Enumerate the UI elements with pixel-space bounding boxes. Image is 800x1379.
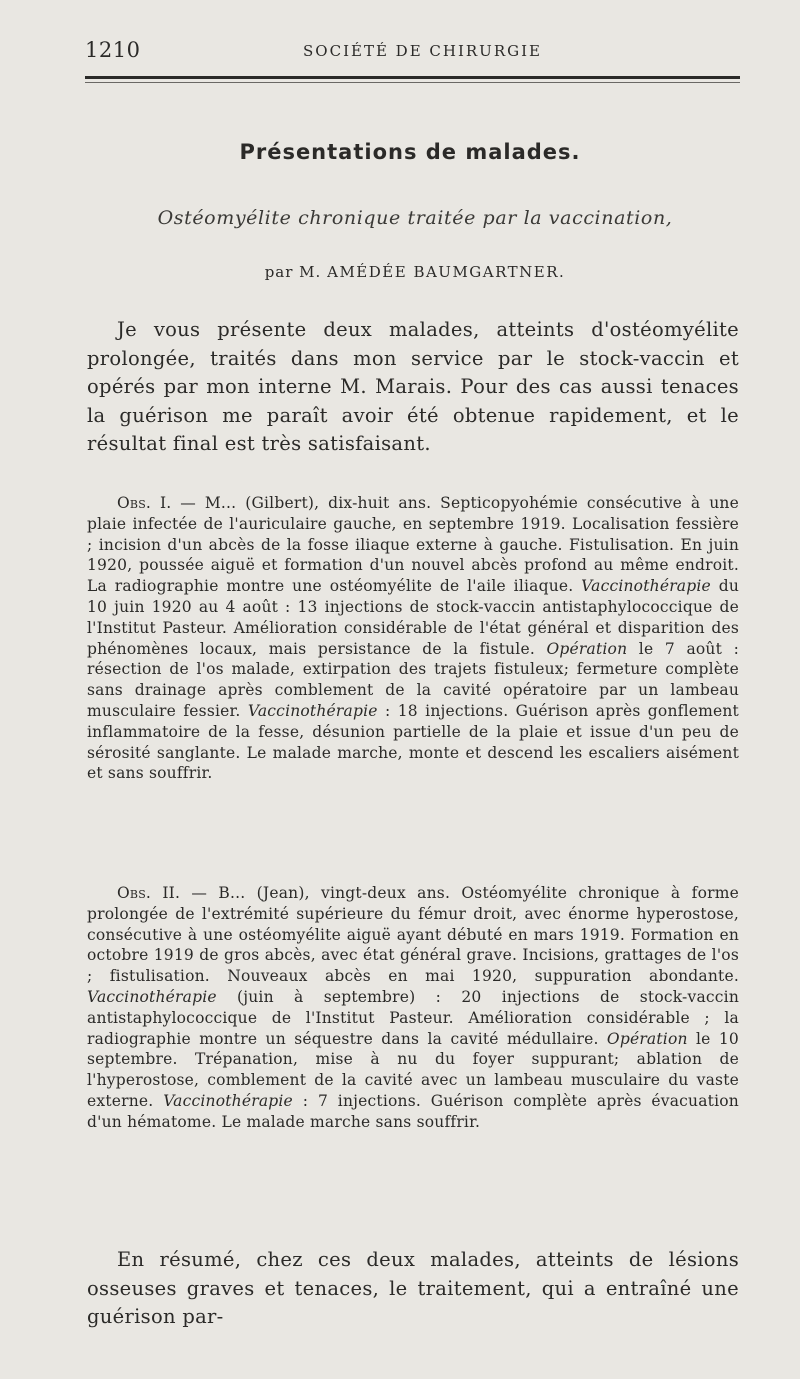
header-rule xyxy=(85,76,740,79)
obs2-text-2: (juin à septembre) : 20 injections de stock-vaccin antistaphylococcique de l'Institut Pasteur. Amélioration considérable ; la radiographie montre un séquestre dans la cavité médullaire. xyxy=(87,987,739,1048)
byline xyxy=(0,263,800,281)
obs1-text-4: : 18 injections. Guérison après gonflement inflammatoire de la fesse, désunion partielle de la plaie et issue d'un peu de sérosité sanglante. Le malade marche, monte et descend les escaliers aisément et sans souffrir. xyxy=(87,701,739,783)
obs1-text-2: du 10 juin 1920 au 4 août : 13 injections de stock-vaccin antistaphylococcique de l'Institut Pasteur. Amélioration considérable de l'état général et disparition des phénomènes locaux, mais persistance de la fistule. xyxy=(87,577,739,658)
running-head: SOCIÉTÉ DE CHIRURGIE xyxy=(303,42,542,60)
byline-prefix: par M. xyxy=(264,263,322,281)
obs1-text-3: le 7 août : résection de l'os malade, extirpation des trajets fistuleux; fermeture complète sans drainage après comblement de la cavité opératoire par un lambeau musculaire fessier. xyxy=(87,639,739,720)
obs1-vaccinotherapie-1: Vaccinothérapie xyxy=(581,577,711,596)
obs1-text-1: — M... (Gilbert), dix-huit ans. Septicopyohémie consécutive à une plaie infectée de l'auriculaire gauche, en septembre 1919. Localisation fessière ; incision d'un abcès de la fosse iliaque externe à gauche. Fistulisation. En juin 1920, poussée aiguë et formation d'un nouvel abcès profond au même endroit. La radiographie montre une ostéomyélite de l'aile iliaque. xyxy=(87,494,739,596)
obs1-label: Obs. I. xyxy=(117,494,172,512)
obs1-vaccinotherapie-2: Vaccinothérapie xyxy=(247,701,378,720)
section-title: Présentations de malades. xyxy=(239,140,581,164)
obs2-vaccinotherapie-1: Vaccinothérapie xyxy=(87,987,217,1006)
article-title: Ostéomyélite chronique traitée par la vaccination, xyxy=(157,207,673,229)
conclusion-paragraph: En résumé, chez ces deux malades, atteints de lésions osseuses graves et tenaces, le traitement, qui a entraîné une guérison par- xyxy=(87,1248,739,1329)
obs2-text-1: — B... (Jean), vingt-deux ans. Ostéomyélite chronique à forme prolongée de l'extrémité supérieure du fémur droit, avec énorme hyperostose, consécutive à une ostéomyélite aiguë ayant débuté en mars 1919. Formation en octobre 1919 de gros abcès, avec état général grave. Incisions, grattages de l'os ; fistulisation. Nouveaux abcès en mai 1920, suppuration abondante. xyxy=(87,884,740,986)
obs2-label: Obs. II. xyxy=(117,884,181,902)
obs1-operation: Opération xyxy=(546,639,628,658)
intro-paragraph: Je vous présente deux malades, atteints d'ostéomyélite prolongée, traités dans mon service par le stock-vaccin et opérés par mon interne M. Marais. Pour des cas aussi tenaces la guérison me paraît avoir été obtenue rapidement, et le résultat final est très satisfaisant. xyxy=(87,318,739,456)
obs2-text-4: : 7 injections. Guérison complète après évacuation d'un hématome. Le malade marche sans souffrir. xyxy=(87,1091,739,1131)
header-rule-thin xyxy=(85,82,740,83)
observation-1 xyxy=(87,493,739,784)
obs2-text-3: le 10 septembre. Trépanation, mise à nu du foyer suppurant; ablation de l'hyperostose, comblement de la cavité avec un lambeau musculaire du vaste externe. xyxy=(87,1029,739,1110)
author-name: AMÉDÉE BAUMGARTNER. xyxy=(327,263,566,281)
obs2-vaccinotherapie-2: Vaccinothérapie xyxy=(163,1091,293,1110)
page-header xyxy=(85,38,740,68)
observation-2 xyxy=(87,883,739,1133)
obs2-operation: Opération xyxy=(606,1029,688,1048)
page-number: 1210 xyxy=(85,38,141,62)
